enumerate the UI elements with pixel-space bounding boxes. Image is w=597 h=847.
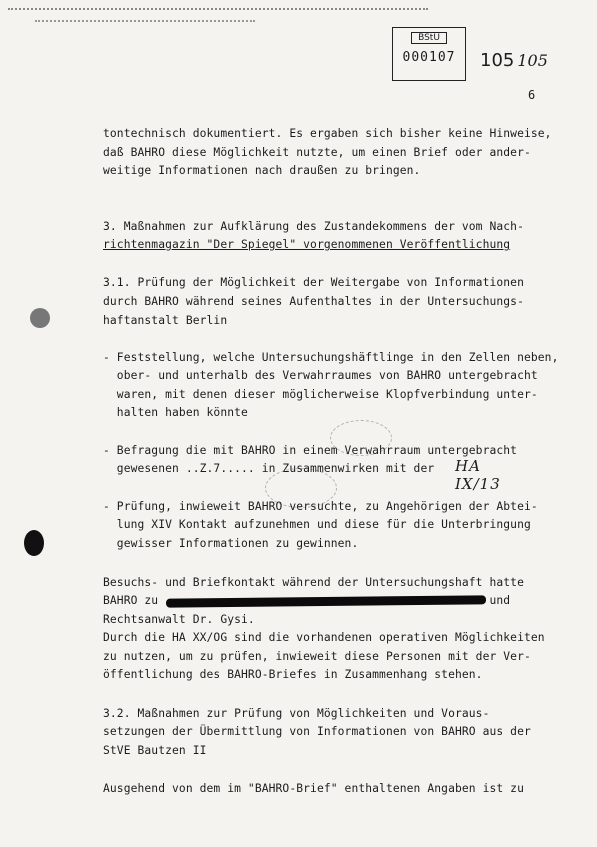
bullet-item: - Prüfung, inwieweit BAHRO versuchte, zu Angehörigen der Abtei- — [103, 500, 538, 513]
punch-hole — [24, 530, 44, 556]
page-number — [480, 50, 548, 71]
stamp-number: 000107 — [402, 50, 456, 65]
archive-stamp — [392, 27, 466, 81]
sheet-number: 6 — [528, 88, 536, 102]
text-line: StVE Bautzen II — [103, 744, 207, 757]
text-line: öffentlichung des BAHRO-Briefes in Zusammenhang stehen. — [103, 668, 483, 681]
subsection-heading: 3.1. Prüfung der Möglichkeit der Weitergabe von Informationen — [103, 276, 524, 289]
text-line: Besuchs- und Briefkontakt während der Untersuchungshaft hatte — [103, 576, 524, 589]
section-heading: richtenmagazin "Der Spiegel" vorgenommenen Veröffentlichung — [103, 238, 511, 251]
text-line: setzungen der Übermittlung von Informationen von BAHRO aus der — [103, 725, 531, 738]
text-line: ober- und unterhalb des Verwahrraumes von BAHRO untergebracht — [103, 369, 538, 382]
text-line: weitige Informationen nach draußen zu bringen. — [103, 164, 421, 177]
text-line: Rechtsanwalt Dr. Gysi. — [103, 613, 255, 626]
text-line: lung XIV Kontakt aufzunehmen und diese für die Unterbringung — [103, 518, 531, 531]
text-line: haftanstalt Berlin — [103, 314, 228, 327]
bullet-item: - Befragung die mit BAHRO in einem Verwahrraum untergebracht — [103, 444, 518, 457]
handwritten-insert: HA IX/13 — [455, 457, 501, 493]
text-line: Durch die HA XX/OG sind die vorhandenen operativen Möglichkeiten — [103, 631, 545, 644]
text-line: daß BAHRO diese Möglichkeit nutzte, um einen Brief oder ander- — [103, 146, 531, 159]
text-line: durch BAHRO während seines Aufenthaltes in der Untersuchungs- — [103, 295, 524, 308]
stamp-label: BStU — [411, 32, 447, 44]
text-line: waren, mit denen dieser möglicherweise Klopfverbindung unter- — [103, 388, 538, 401]
bullet-item: - Feststellung, welche Untersuchungshäftlinge in den Zellen neben, — [103, 351, 559, 364]
text-line: Ausgehend von dem im "BAHRO-Brief" enthaltenen Angaben ist zu — [103, 782, 524, 795]
scan-noise — [35, 20, 255, 22]
text-line: tontechnisch dokumentiert. Es ergaben sich bisher keine Hinweise, — [103, 127, 552, 140]
text-line: BAHRO zu und — [103, 594, 511, 607]
text-line: halten haben könnte — [103, 406, 248, 419]
page-number-handwritten: 105 — [517, 51, 548, 70]
subsection-heading: 3.2. Maßnahmen zur Prüfung von Möglichkeiten und Voraus- — [103, 707, 490, 720]
page-number-typed: 105 — [480, 50, 515, 71]
text-line: zu nutzen, um zu prüfen, inwieweit diese Personen mit der Ver- — [103, 650, 531, 663]
section-heading: 3. Maßnahmen zur Aufklärung des Zustandekommens der vom Nach- — [103, 220, 524, 233]
text-line: gewisser Informationen zu gewinnen. — [103, 537, 359, 550]
text-line: gewesenen ..Z.7..... in Zusammenwirken mit der — [103, 462, 435, 475]
punch-hole — [30, 308, 50, 328]
